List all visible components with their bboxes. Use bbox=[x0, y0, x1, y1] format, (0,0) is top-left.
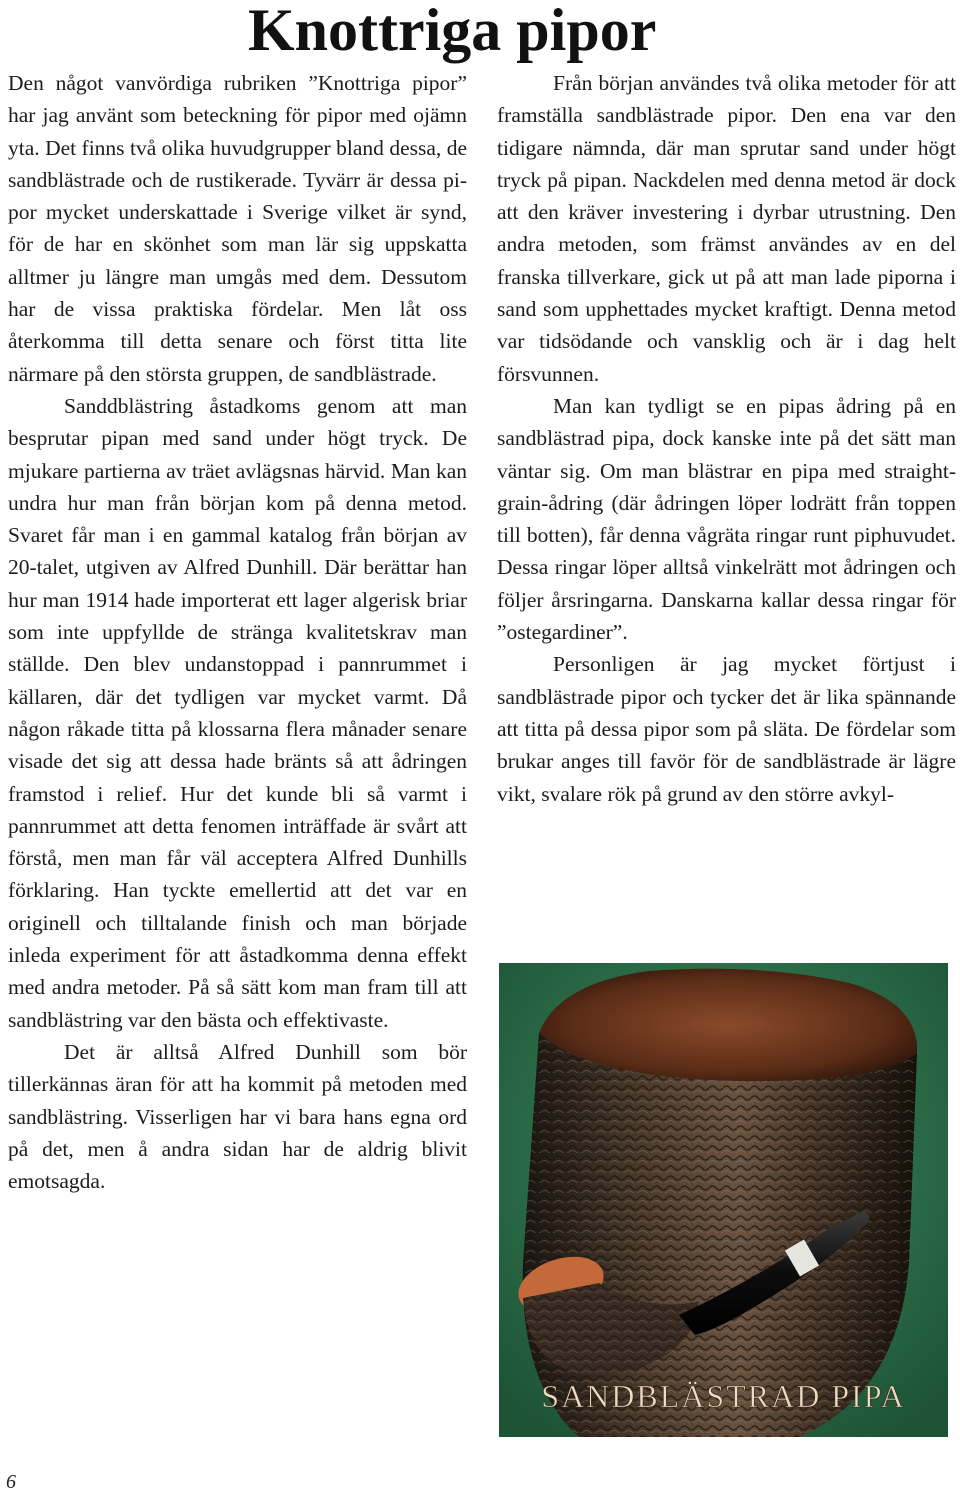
pipe-illustration bbox=[499, 963, 948, 1437]
paragraph: Från början användes två olika metoder för att framställa sandblästrade pipor. Den ena var den tidigare nämnda, där man sprutar sand under högt tryck på pipan. Nackdelen med denna metod är dock att den kräver investering i dyrbar utrustning. Den andra metoden, som främst användes av en del franska tillverkare, gick ut på att man lade piporna i sand som upphettades mycket kraftigt. Denna metod var tidsödande och vansklig och är i dag helt försvunnen. bbox=[497, 71, 956, 386]
pipe-photo bbox=[499, 963, 948, 1437]
page-number: 6 bbox=[6, 1471, 16, 1493]
paragraph: Det är alltså Alfred Dunhill som bör tillerkännas äran för att ha kommit på metoden med sandblästring. Visserligen har vi bara hans egna ord på det, men å andra sidan har de aldrig blivit emotsagda. bbox=[8, 1039, 467, 1194]
paragraph: Man kan tydligt se en pipas ådring på en sandblästrad pipa, dock kanske inte på det sätt man väntar sig. Om man blästrar en pipa med straight-grain-ådring (där ådringen löper lodrätt från toppen till botten), får denna vågräta ringar runt piphuvudet. Dessa ringar löper alltså vinkelrätt mot ådringen och följer årsringarna. Danskarna kallar dessa ringar för ”ostegardiner”. bbox=[497, 393, 956, 645]
paragraph: Personligen är jag mycket förtjust i sandblästrade pipor och tycker det är lika spännande att titta på dessa pipor som på släta. De fördelar som brukar anges till favör för de sandblästrade är lägre vikt, svalare rök på grund av den större avkyl- bbox=[497, 652, 956, 806]
right-column bbox=[497, 67, 956, 810]
paragraph: Sanddblästring åstadkoms genom att man besprutar pipan med sand under högt tryck. De mjukare partierna av träet avlägsnas härvid. Man kan undra hur man från början kom på denna metod. Svaret får man i en gammal katalog från början av 20-talet, utgiven av Alfred Dunhill. Där berättar han hur man 1914 hade importerat ett lager algerisk briar som inte uppfyllde de stränga kvalitetskrav man ställde. Den blev undanstoppad i pannrummet i källaren, där det tydligen var mycket varmt. Då någon råkade titta på klossarna flera månader senare visade det sig att dessa hade bränts så att ådringen framstod i relief. Hur det kunde bli så varmt i pannrummet att detta fenomen inträffade är svårt att förstå, men man får väl acceptera Alfred Dunhills förklaring. Han tyckte emellertid att det var en originell och tilltalande finish och man började inleda experiment för att åstadkomma denna effekt med andra metoder. På så sätt kom man fram till att sandblästring var den bästa och effektivaste. bbox=[8, 393, 467, 1032]
photo-caption: SANDBLÄSTRAD PIPA bbox=[541, 1378, 906, 1414]
left-column bbox=[8, 67, 467, 1197]
paragraph: Den något vanvördiga rubriken ”Knottriga pipor” har jag använt som beteckning för pipor med ojämn yta. Det finns två olika huvudgrupper bland dessa, de sandblästrade och de rustikerade. Tyvärr är dessa pipor mycket underskattade i Sverige vilket är synd, för de har en skönhet som man lär sig uppskatta alltmer ju längre man umgås med dem. Dessutom har de vissa praktiska fördelar. Men låt oss återkomma till detta senare och först titta lite närmare på den största gruppen, de sandblästrade. bbox=[8, 71, 467, 386]
article-title: Knottriga pipor bbox=[248, 0, 657, 63]
